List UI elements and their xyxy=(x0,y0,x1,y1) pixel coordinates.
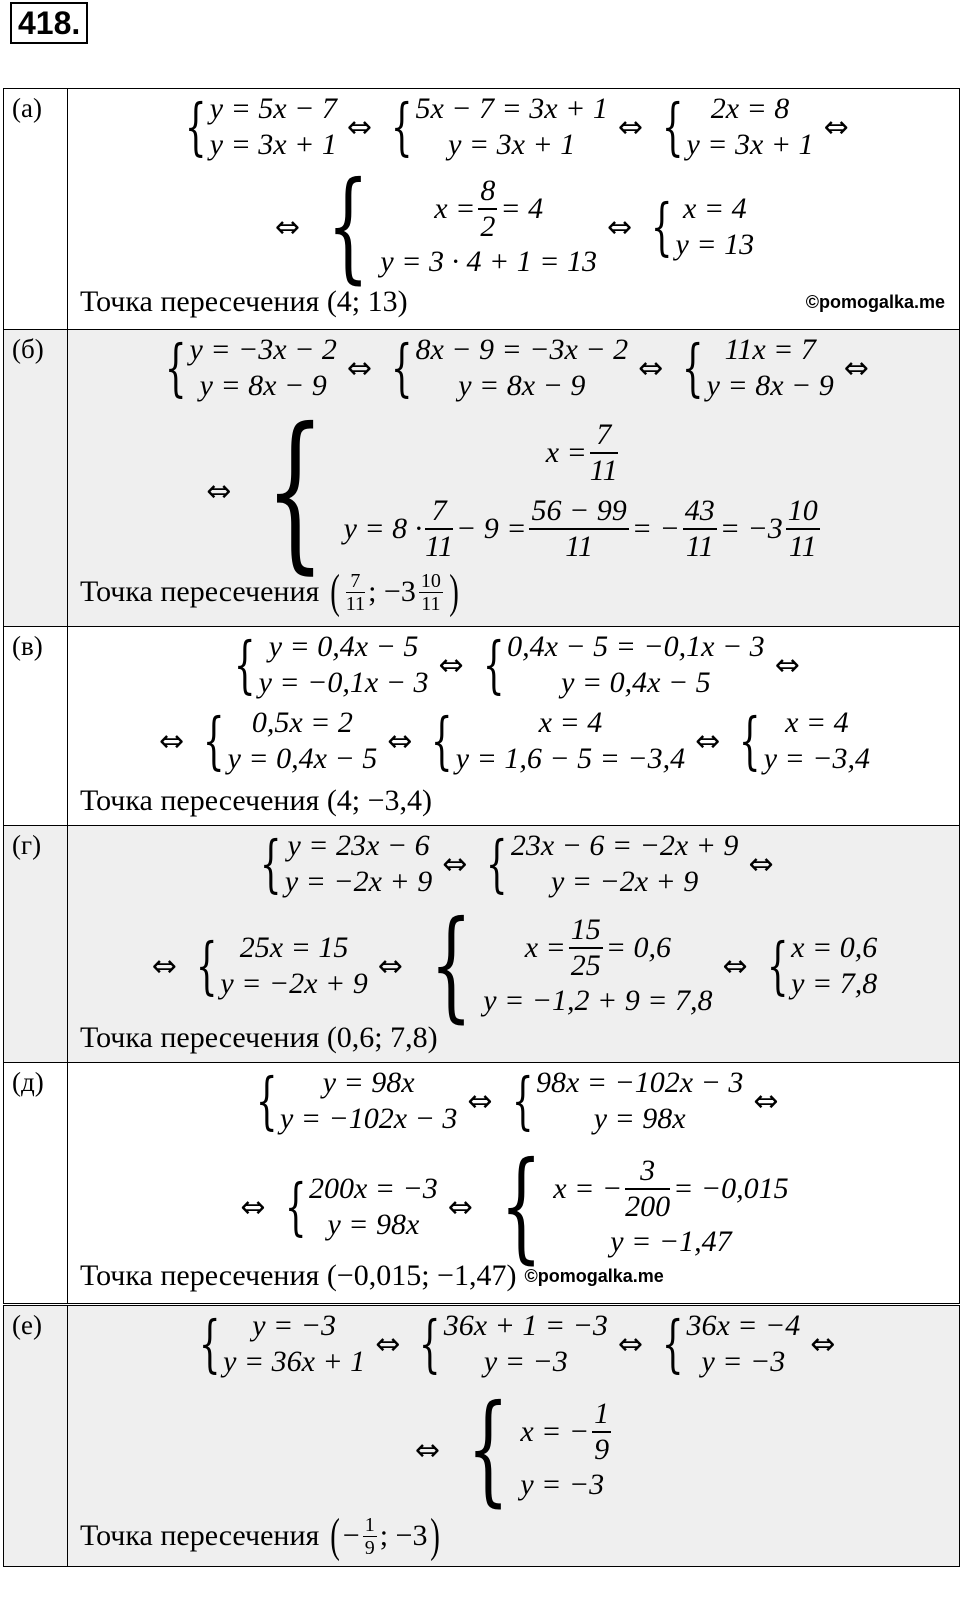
fraction: $\frac{10}{11}$ xyxy=(787,494,818,563)
watermark: ©pomogalka.me xyxy=(805,292,945,312)
iff-symbol: ⇔ xyxy=(375,1326,401,1362)
equation: 200x = −3 xyxy=(308,1172,438,1205)
equation: y = 98x xyxy=(322,1066,415,1099)
equation: 0,5x = 2 xyxy=(251,706,353,739)
fraction: $\frac{7}{11}$ xyxy=(589,418,618,487)
answer: Точка пересечения (4; −3,4) xyxy=(80,784,433,817)
iff-symbol: ⇔ xyxy=(695,723,721,759)
part-label: (е) xyxy=(4,1306,68,1567)
iff-symbol: ⇔ xyxy=(438,647,464,683)
equation: 25x = 15 xyxy=(239,931,349,964)
iff-symbol: ⇔ xyxy=(442,846,468,882)
equation: y = 98x xyxy=(327,1208,420,1241)
iff-symbol: ⇔ xyxy=(617,1326,643,1362)
part-d-row: (д) { y = 98x y = −102x − 3 ⇔ { 98x = −102x − 3 y = 98x ⇔ ⇔ { 200x = −3 y = 98x ⇔ { x = − $\frac{3}{200}$ = −0,015 y = −1,47 Точка пересечения (−0,015; −1,47) ©pomogalka.me xyxy=(4,1063,960,1304)
fraction: $\frac{7}{11}$ xyxy=(425,494,453,563)
iff-symbol: ⇔ xyxy=(843,350,869,386)
fraction: $\frac{43}{11}$ xyxy=(684,494,715,563)
equation: y = 0,4x − 5 xyxy=(268,630,419,663)
part-b-row: (б) { y = −3x − 2 y = 8x − 9 ⇔ { 8x − 9 = −3x − 2 y = 8x − 9 ⇔ { 11x = 7 y = 8x − 9 ⇔ ⇔ { x = $\frac{7}{11}$ y = 8 · $\frac{7}{11}$ − 9 = $\frac{56 - 99}{11}$ = − $\frac{43}{11}$ = −3 $\frac{10}{11}$ Точка пересечения ( $\frac{7}{11}$ ; −3 $\frac{10}{11}$ ) xyxy=(4,330,960,627)
equation: y = −3,4 xyxy=(763,742,870,775)
equation: y = −3 xyxy=(701,1345,786,1378)
iff-symbol: ⇔ xyxy=(346,109,373,145)
equation: 23x − 6 = −2x + 9 xyxy=(510,829,739,862)
equation: y = 23x − 6 xyxy=(287,829,430,862)
equation: x = 4 xyxy=(538,706,603,739)
equation: 8x − 9 = −3x − 2 xyxy=(415,333,629,366)
equation: x = 4 xyxy=(785,706,849,739)
solution-table xyxy=(3,88,960,1304)
solution-table-e xyxy=(3,1305,960,1567)
iff-symbol: ⇔ xyxy=(722,948,748,984)
part-v-row: (в) { y = 0,4x − 5 y = −0,1x − 3 ⇔ { 0,4x − 5 = −0,1x − 3 y = 0,4x − 5 ⇔ ⇔ { 0,5x = 2 y = 0,4x − 5 ⇔ { x = 4 y = 1,6 − 5 = −3,4 ⇔ { x = 4 y = −3,4 Точка пересечения (4; −3,4) xyxy=(4,627,960,826)
equation: y = 1,6 − 5 = −3,4 xyxy=(455,742,686,775)
equation: y = −1,2 + 9 = 7,8 xyxy=(483,984,713,1017)
fraction: $\frac{3}{200}$ xyxy=(625,1154,671,1223)
equation: x = 0,6 xyxy=(791,931,878,964)
equation: x = xyxy=(434,192,476,225)
iff-symbol: ⇔ xyxy=(240,1189,266,1225)
iff-symbol: ⇔ xyxy=(810,1326,836,1362)
iff-symbol: ⇔ xyxy=(447,1189,473,1225)
equation: y = −102x − 3 xyxy=(279,1102,458,1135)
answer: Точка пересечения (4; 13) xyxy=(80,285,408,318)
equation: y = 8x − 9 xyxy=(199,369,327,402)
equation: y = 3x + 1 xyxy=(209,128,337,161)
fraction: $\frac{1}{9}$ xyxy=(594,1397,610,1466)
fraction: $\frac{8}{2}$ xyxy=(480,174,496,243)
part-label: (б) xyxy=(4,330,68,627)
answer: Точка пересечения ( $\frac{7}{11}$ ; −3 $\frac{10}{11}$ ) xyxy=(80,565,459,618)
equation: y = 8x − 9 xyxy=(706,369,834,402)
iff-symbol: ⇔ xyxy=(823,109,849,145)
equation: 36x = −4 xyxy=(686,1309,801,1342)
equation: y = −2x + 9 xyxy=(550,865,699,898)
equation: y = 3x + 1 xyxy=(686,128,814,161)
equation: 36x + 1 = −3 xyxy=(443,1309,608,1342)
iff-symbol: ⇔ xyxy=(638,350,664,386)
equation: y = 3 · 4 + 1 = 13 xyxy=(380,245,597,278)
part-label: (д) xyxy=(4,1063,68,1304)
iff-symbol: ⇔ xyxy=(753,1083,779,1119)
equation: y = 36x + 1 xyxy=(223,1345,366,1378)
equation: 2x = 8 xyxy=(710,92,790,125)
fraction: $\frac{56 - 99}{11}$ xyxy=(531,494,627,563)
part-a-row: (а) { y = 5x − 7 y = 3x + 1 ⇔ { 5x − 7 = 3x + 1 y = 3x + 1 ⇔ { 2x = 8 y = 3x + 1 ⇔ ⇔ { x = $\frac{8}{2}$ = 4 y = 3 · 4 + 1 = 13 ⇔ { x = 4 y = 13 Точка пересечения (4; 13) ©pomogalka.me xyxy=(4,89,960,330)
part-label: (в) xyxy=(4,627,68,826)
answer: Точка пересечения ( − $\frac{1}{9}$ ; −3 ) xyxy=(80,1509,441,1562)
part-g-row: (г) { y = 23x − 6 y = −2x + 9 ⇔ { 23x − 6 = −2x + 9 y = −2x + 9 ⇔ ⇔ { 25x = 15 y = −2x + 9 ⇔ { x = $\frac{15}{25}$ = 0,6 y = −1,2 + 9 = 7,8 ⇔ { x = 0,6 y = 7,8 Точка пересечения (0,6; 7,8) xyxy=(4,826,960,1063)
part-e-row: (е) { y = −3 y = 36x + 1 ⇔ { 36x + 1 = −3 y = −3 ⇔ { 36x = −4 y = −3 ⇔ ⇔ { x = − $\frac{1}{9}$ y = −3 Точка пересечения ( − $\frac{1}{9}$ ; −3 ) xyxy=(4,1306,960,1567)
equation: y = 3x + 1 xyxy=(448,128,576,161)
equation: y = −3 xyxy=(252,1309,337,1342)
fraction: $\frac{15}{25}$ xyxy=(570,913,601,982)
equation: y = −0,1x − 3 xyxy=(258,666,429,699)
part-label: (а) xyxy=(4,89,68,330)
iff-symbol: ⇔ xyxy=(606,209,633,245)
equation: y = 0,4x − 5 xyxy=(227,742,378,775)
equation: 11x = 7 xyxy=(724,333,816,366)
equation: y = 8x − 9 xyxy=(458,369,586,402)
iff-symbol: ⇔ xyxy=(774,647,800,683)
equation: y = −2x + 9 xyxy=(284,865,433,898)
equation: 98x = −102x − 3 xyxy=(535,1066,744,1099)
iff-symbol: ⇔ xyxy=(748,846,774,882)
equation: y = 7,8 xyxy=(791,967,878,1000)
equation: y = −1,47 xyxy=(610,1225,732,1258)
equation: y = −3 xyxy=(483,1345,568,1378)
equation: y = −3x − 2 xyxy=(189,333,337,366)
iff-symbol: ⇔ xyxy=(617,109,643,145)
answer: Точка пересечения (−0,015; −1,47) ©pomogalka.me xyxy=(80,1259,664,1292)
part-label: (г) xyxy=(4,826,68,1063)
iff-symbol: ⇔ xyxy=(414,1432,440,1468)
equation: y = 0,4x − 5 xyxy=(561,666,711,699)
iff-symbol: ⇔ xyxy=(467,1083,493,1119)
equation: x = 4 xyxy=(683,192,747,225)
equation: 0,4x − 5 = −0,1x − 3 xyxy=(507,630,765,663)
equation: y = 13 xyxy=(675,228,755,261)
watermark: ©pomogalka.me xyxy=(524,1265,664,1286)
equation: y = −3 xyxy=(520,1468,605,1501)
iff-symbol: ⇔ xyxy=(206,473,232,509)
iff-symbol: ⇔ xyxy=(377,948,403,984)
answer: Точка пересечения (0,6; 7,8) xyxy=(80,1021,438,1054)
equation: y = 5x − 7 xyxy=(209,92,337,125)
equation: y = 98x xyxy=(593,1102,686,1135)
equation: y = −2x + 9 xyxy=(220,967,368,1000)
iff-symbol: ⇔ xyxy=(151,948,177,984)
iff-symbol: ⇔ xyxy=(387,723,413,759)
iff-symbol: ⇔ xyxy=(158,723,185,759)
iff-symbol: ⇔ xyxy=(274,209,301,245)
iff-symbol: ⇔ xyxy=(346,350,373,386)
problem-number: 418. xyxy=(10,2,88,44)
equation: 5x − 7 = 3x + 1 xyxy=(415,92,608,125)
